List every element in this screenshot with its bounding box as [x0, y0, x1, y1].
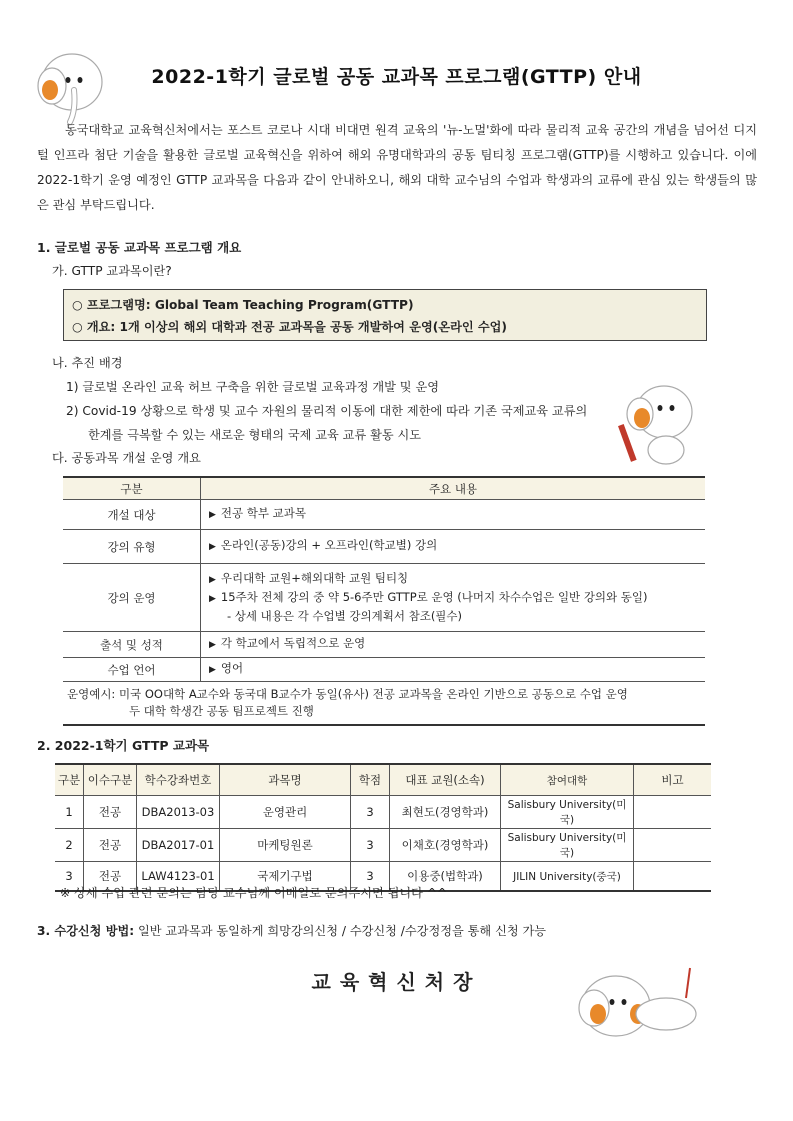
elephant-pencil-mascot-icon [616, 372, 706, 472]
row-label: 수업 언어 [63, 658, 201, 682]
section1-b-heading: 나. 추진 배경 [52, 356, 123, 370]
section1-heading: 1. 글로벌 공동 교과목 프로그램 개요 [37, 240, 242, 255]
row-content: ▶ 우리대학 교원+해외대학 교원 팀티칭 ▶ 15주차 전체 강의 중 약 5-6주만 GTTP로 운영 (나머지 차수수업은 일반 강의와 동일) - 상세 내용은 각 수업별 강의계획서 참조(필수) [201, 564, 706, 632]
course-col-header: 대표 교원(소속) [390, 764, 501, 796]
table-row: 1 전공 DBA2013-03 운영관리 3 최현도(경영학과) Salisbury University(미국) [55, 796, 711, 829]
table-row: 2 전공 DBA2017-01 마케팅원론 3 이채호(경영학과) Salisbury University(미국) [55, 829, 711, 862]
course-col-header: 학점 [351, 764, 390, 796]
operation-overview-table [63, 476, 705, 726]
row-content: ▶ 온라인(공동)강의 + 오프라인(학교별) 강의 [201, 530, 706, 564]
intro-paragraph: 동국대학교 교육혁신처에서는 포스트 코로나 시대 비대면 원격 교육의 '뉴-노멀'화에 따라 물리적 교육 공간의 개념을 넘어선 디지털 인프라 첨단 기술을 활용한 글로벌 교육혁신을 위하여 해외 유명대학과의 공동 팀티칭 프로그램(GTTP)를 시행하고 있습니다. 이에 2022-1학기 운영 예정인 GTTP 교과목을 다음과 같이 안내하오니, 해외 대학 교수님의 수업과 학생과의 교류에 관심 있는 학생들의 많은 관심 부탁드립니다. [37, 123, 757, 212]
row-label: 강의 유형 [63, 530, 201, 564]
course-col-header: 참여대학 [501, 764, 634, 796]
course-col-header: 학수강좌번호 [137, 764, 220, 796]
operation-example-note: 운영예시: 미국 OO대학 A교수와 동국대 B교수가 동일(유사) 전공 교과목을 온라인 기반으로 공동으로 수업 운영 두 대학 학생간 공동 팀프로젝트 진행 [63, 682, 705, 726]
background-item-2b: 한계를 극복할 수 있는 새로운 형태의 국제 교육 교류 활동 시도 [88, 428, 422, 442]
program-summary-box [63, 289, 707, 341]
background-item-2a: 2) Covid-19 상황으로 학생 및 교수 자원의 물리적 이동에 대한 제한에 따라 기존 국제교육 교류의 [66, 404, 588, 418]
row-label: 출석 및 성적 [63, 632, 201, 658]
row-content: ▶ 각 학교에서 독립적으로 운영 [201, 632, 706, 658]
row-label: 강의 운영 [63, 564, 201, 632]
elephant-lying-mascot-icon [566, 958, 706, 1058]
section1-a-heading: 가. GTTP 교과목이란? [52, 264, 172, 278]
table-row: 3 전공 LAW4123-01 국제기구법 3 이용중(법학과) JILIN University(중국) [55, 862, 711, 892]
page-title: 2022-1학기 글로벌 공동 교과목 프로그램(GTTP) 안내 [151, 66, 642, 88]
section3: 3. 수강신청 방법: 일반 교과목과 동일하게 희망강의신청 / 수강신청 /수강정정을 통해 신청 가능 [37, 924, 547, 938]
course-col-header: 과목명 [220, 764, 351, 796]
course-col-header: 이수구분 [84, 764, 137, 796]
box-line-program-name: ○ 프로그램명: Global Team Teaching Program(GTTP) [72, 298, 414, 312]
background-item-1: 1) 글로벌 온라인 교육 허브 구축을 위한 글로벌 교육과정 개발 및 운영 [66, 380, 439, 394]
course-col-header: 구분 [55, 764, 84, 796]
section2-heading: 2. 2022-1학기 GTTP 교과목 [37, 738, 210, 753]
signature-office-head: 교육혁신처장 [311, 970, 482, 994]
table-header-content: 주요 내용 [201, 477, 706, 500]
inquiry-note: ※ 상세 수업 관련 문의는 담당 교수님께 이메일로 문의주시면 됩니다 ^^ [60, 886, 448, 900]
box-line-overview: ○ 개요: 1개 이상의 해외 대학과 전공 교과목을 공동 개발하여 운영(온라인 수업) [72, 320, 507, 334]
row-content: ▶ 영어 [201, 658, 706, 682]
course-col-header: 비고 [634, 764, 712, 796]
row-label: 개설 대상 [63, 500, 201, 530]
table-header-category: 구분 [63, 477, 201, 500]
row-content: ▶ 전공 학부 교과목 [201, 500, 706, 530]
section1-c-heading: 다. 공동과목 개설 운영 개요 [52, 451, 201, 465]
course-table [55, 763, 711, 892]
